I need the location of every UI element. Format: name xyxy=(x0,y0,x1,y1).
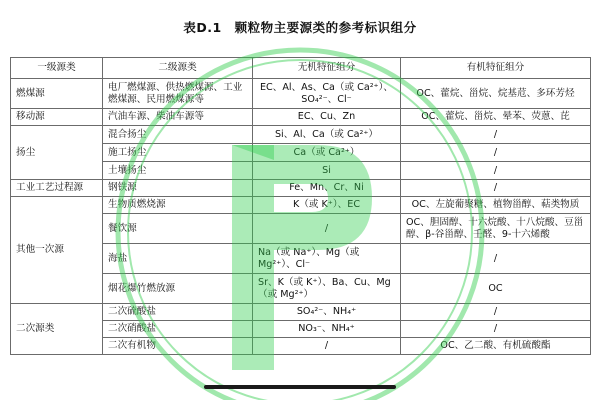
organic-cell: OC、乙二酸、有机硫酸酯 xyxy=(401,338,591,355)
inorganic-cell: Ca（或 Ca²⁺） xyxy=(253,144,401,162)
organic-cell: OC、胆固醇、十六烷酸、十八烷酸、豆甾醇、β-谷甾醇、壬醛、9-十六烯酸 xyxy=(401,214,591,244)
primary-source-cell: 其他一次源 xyxy=(11,197,103,304)
inorganic-cell: K（或 K⁺）、EC xyxy=(253,197,401,214)
inorganic-cell: Sr、K（或 K⁺）、Ba、Cu、Mg（或 Mg²⁺） xyxy=(253,274,401,304)
organic-cell: OC xyxy=(401,274,591,304)
header-inorganic-components: 无机特征组分 xyxy=(253,58,401,79)
table-header-row xyxy=(11,58,591,79)
header-organic-components: 有机特征组分 xyxy=(401,58,591,79)
organic-cell: / xyxy=(401,321,591,338)
table-caption: 表D.1 颗粒物主要源类的参考标识组分 xyxy=(183,20,417,35)
organic-cell: / xyxy=(401,162,591,180)
inorganic-cell: / xyxy=(253,214,401,244)
organic-cell: OC、藿烷、甾烷、烷基苊、多环芳烃 xyxy=(401,79,591,109)
organic-cell: / xyxy=(401,126,591,144)
inorganic-cell: SO₄²⁻、NH₄⁺ xyxy=(253,304,401,321)
secondary-source-cell: 二次硫酸盐 xyxy=(103,304,253,321)
source-profile-table xyxy=(10,57,591,355)
inorganic-cell: EC、Cu、Zn xyxy=(253,109,401,126)
inorganic-cell: Si xyxy=(253,162,401,180)
inorganic-cell: Na（或 Na⁺）、Mg（或 Mg²⁺）、Cl⁻ xyxy=(253,244,401,274)
table-row xyxy=(11,304,591,321)
organic-cell: / xyxy=(401,304,591,321)
secondary-source-cell: 土壤扬尘 xyxy=(103,162,253,180)
header-secondary-source: 二级源类 xyxy=(103,58,253,79)
primary-source-cell: 移动源 xyxy=(11,109,103,126)
secondary-source-cell: 电厂燃煤源、供热燃煤源、工业燃煤源、民用燃煤源等 xyxy=(103,79,253,109)
primary-source-cell: 工业工艺过程源 xyxy=(11,180,103,197)
secondary-source-cell: 混合扬尘 xyxy=(103,126,253,144)
horizontal-scrollbar[interactable] xyxy=(204,385,396,389)
organic-cell: / xyxy=(401,180,591,197)
table-row xyxy=(11,79,591,109)
inorganic-cell: NO₃⁻、NH₄⁺ xyxy=(253,321,401,338)
organic-cell: OC、藿烷、甾烷、晕苯、荧蒽、芘 xyxy=(401,109,591,126)
inorganic-cell: Si、Al、Ca（或 Ca²⁺） xyxy=(253,126,401,144)
primary-source-cell: 二次源类 xyxy=(11,304,103,355)
secondary-source-cell: 二次硝酸盐 xyxy=(103,321,253,338)
organic-cell: OC、左旋葡聚糖、植物甾醇、萜类物质 xyxy=(401,197,591,214)
secondary-source-cell: 钢铁源 xyxy=(103,180,253,197)
table-row xyxy=(11,197,591,214)
organic-cell: / xyxy=(401,244,591,274)
organic-cell: / xyxy=(401,144,591,162)
secondary-source-cell: 施工扬尘 xyxy=(103,144,253,162)
inorganic-cell: / xyxy=(253,338,401,355)
secondary-source-cell: 烟花爆竹燃放源 xyxy=(103,274,253,304)
primary-source-cell: 扬尘 xyxy=(11,126,103,180)
secondary-source-cell: 生物质燃烧源 xyxy=(103,197,253,214)
table-row xyxy=(11,180,591,197)
primary-source-cell: 燃煤源 xyxy=(11,79,103,109)
secondary-source-cell: 二次有机物 xyxy=(103,338,253,355)
header-primary-source: 一级源类 xyxy=(11,58,103,79)
inorganic-cell: EC、Al、As、Ca（或 Ca²⁺）、SO₄²⁻、Cl⁻ xyxy=(253,79,401,109)
table-row xyxy=(11,109,591,126)
inorganic-cell: Fe、Mn、Cr、Ni xyxy=(253,180,401,197)
secondary-source-cell: 汽油车源、柴油车源等 xyxy=(103,109,253,126)
table-row xyxy=(11,126,591,144)
secondary-source-cell: 餐饮源 xyxy=(103,214,253,244)
secondary-source-cell: 海盐 xyxy=(103,244,253,274)
